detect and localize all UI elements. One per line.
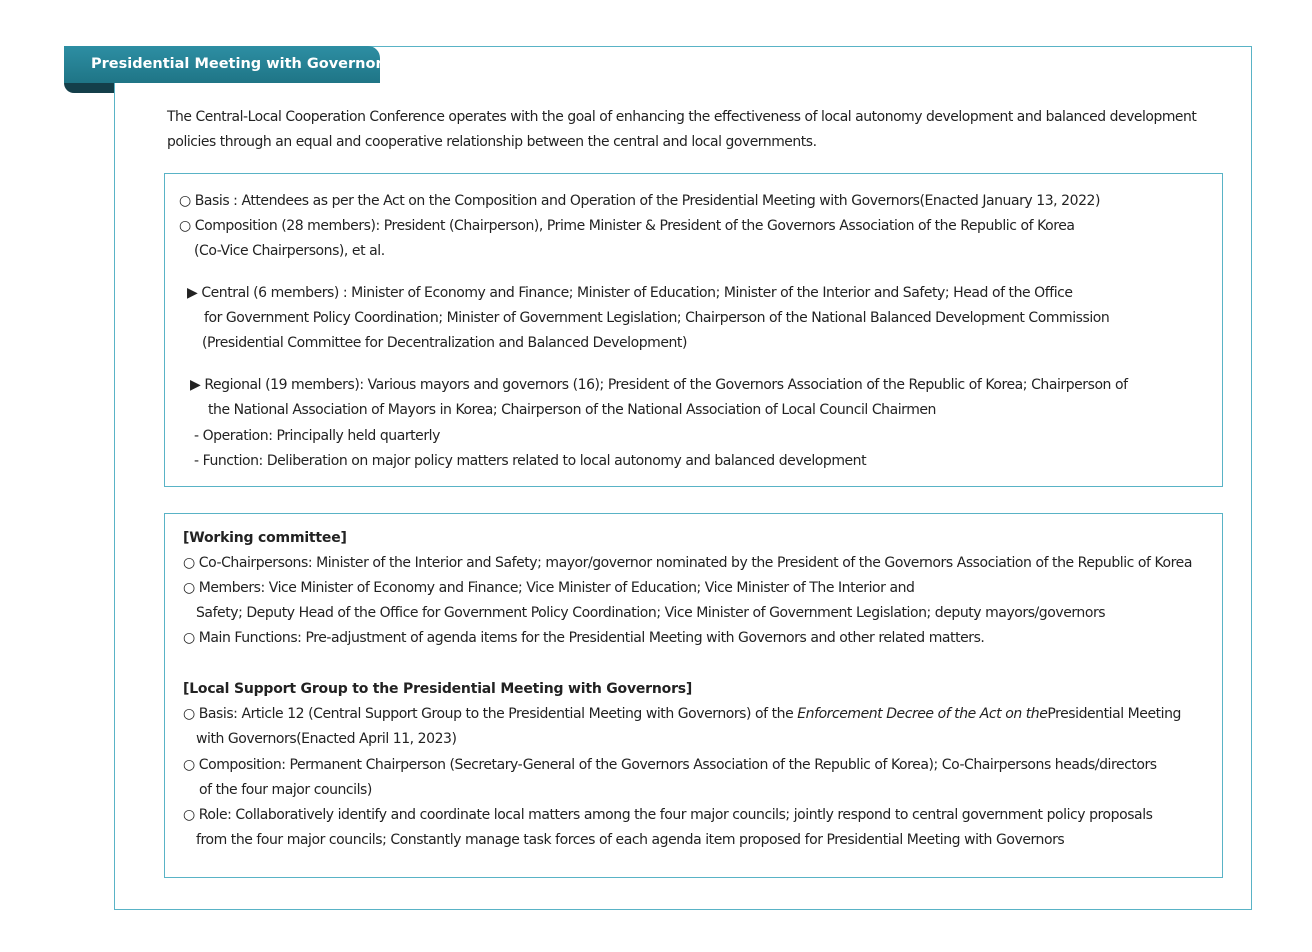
members-line-2: Safety; Deputy Head of the Office for Government Policy Coordination; Vice Minister of Government Legislation; deputy mayors/governors <box>196 605 1106 621</box>
support-composition-line-2: of the four major councils) <box>199 782 372 798</box>
operation-line: - Operation: Principally held quarterly <box>194 428 440 444</box>
members-line-1: ○ Members: Vice Minister of Economy and Finance; Vice Minister of Education; Vice Minister of The Interior and <box>183 580 915 596</box>
regional-line-1: ▶ Regional (19 members): Various mayors and governors (16); President of the Governors Association of the Republic of Korea; Chairperson of <box>190 377 1128 393</box>
central-line-2: for Government Policy Coordination; Minister of Government Legislation; Chairperson of the National Balanced Development Commission <box>204 310 1110 326</box>
support-basis-suffix: Presidential Meeting <box>1047 706 1181 722</box>
composition-line-1: ○ Composition (28 members): President (Chairperson), Prime Minister & President of the Governors Association of the Republic of Korea <box>179 218 1075 234</box>
intro-line-2: policies through an equal and cooperative relationship between the central and local governments. <box>167 134 817 150</box>
support-group-heading: [Local Support Group to the Presidential Meeting with Governors] <box>183 681 693 697</box>
central-line-3: (Presidential Committee for Decentralization and Balanced Development) <box>202 335 687 351</box>
section-title-tab: Presidential Meeting with Governors <box>64 46 380 83</box>
support-basis-line-1 <box>183 702 1181 727</box>
function-line: - Function: Deliberation on major policy matters related to local autonomy and balanced development <box>194 453 867 469</box>
working-committee-heading: [Working committee] <box>183 530 347 546</box>
intro-line-1: The Central-Local Cooperation Conference operates with the goal of enhancing the effectiveness of local autonomy development and balanced development <box>167 109 1197 125</box>
composition-line-2: (Co-Vice Chairpersons), et al. <box>194 243 385 259</box>
co-chairpersons-line: ○ Co-Chairpersons: Minister of the Interior and Safety; mayor/governor nominated by the President of the Governors Association of the Republic of Korea <box>183 555 1192 571</box>
basis-line: ○ Basis : Attendees as per the Act on the Composition and Operation of the Presidential Meeting with Governors(Enacted January 13, 2022) <box>179 193 1100 209</box>
tab-shadow <box>64 83 114 93</box>
support-basis-prefix: ○ Basis: Article 12 (Central Support Group to the Presidential Meeting with Governors) of the <box>183 706 798 722</box>
support-composition-line-1: ○ Composition: Permanent Chairperson (Secretary-General of the Governors Association of the Republic of Korea); Co-Chairpersons heads/directors <box>183 757 1157 773</box>
support-role-line-2: from the four major councils; Constantly manage task forces of each agenda item proposed for Presidential Meeting with Governors <box>196 832 1065 848</box>
support-role-line-1: ○ Role: Collaboratively identify and coordinate local matters among the four major councils; jointly respond to central government policy proposals <box>183 807 1153 823</box>
intro-paragraph <box>167 105 1247 155</box>
main-functions-line: ○ Main Functions: Pre-adjustment of agenda items for the Presidential Meeting with Governors and other related matters. <box>183 630 985 646</box>
support-basis-line-2: with Governors(Enacted April 11, 2023) <box>196 731 457 747</box>
enforcement-decree-title: Enforcement Decree of the Act on the <box>797 706 1048 722</box>
central-line-1: ▶ Central (6 members) : Minister of Economy and Finance; Minister of Education; Minister of the Interior and Safety; Head of the Office <box>187 285 1073 301</box>
regional-line-2: the National Association of Mayors in Korea; Chairperson of the National Association of Local Council Chairmen <box>208 402 936 418</box>
